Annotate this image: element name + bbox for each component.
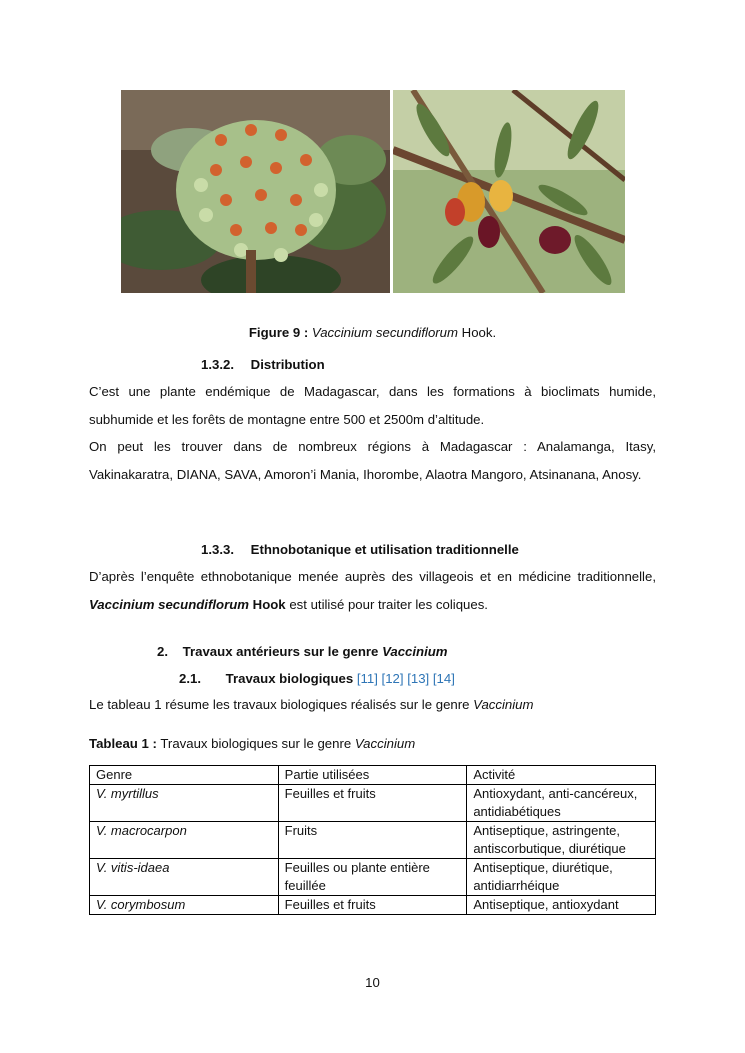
- table-intro: [89, 691, 656, 719]
- table-intro-genus: Vaccinium: [473, 697, 534, 712]
- table-caption: [89, 736, 415, 751]
- ethnobotany-text-start: D’après l’enquête ethnobotanique menée auprès des villageois et en médicine traditionnelle,: [89, 569, 656, 584]
- cell-activite: Antiseptique, astringente, antiscorbutique, diurétique: [467, 822, 656, 859]
- figure-species: Vaccinium secundiflorum: [311, 325, 458, 340]
- figure-caption: [0, 325, 745, 340]
- page-number: 10: [365, 975, 380, 990]
- header-genre: Genre: [90, 766, 279, 785]
- activity-table: [89, 765, 656, 915]
- heading-number: 1.3.2.: [201, 357, 234, 372]
- header-partie: Partie utilisées: [278, 766, 467, 785]
- table-row: [90, 785, 656, 822]
- distribution-text: [89, 378, 656, 488]
- heading-number: 1.3.3.: [201, 542, 234, 557]
- heading-1-3-3: [201, 542, 519, 557]
- figure-author: Hook.: [461, 325, 497, 340]
- header-activite: Activité: [467, 766, 656, 785]
- species-name: Vaccinium secundiflorum: [89, 596, 249, 612]
- cell-activite: Antioxydant, anti-cancéreux, antidiabétiques: [467, 785, 656, 822]
- heading-title: Distribution: [250, 357, 325, 372]
- heading-number: 2.: [157, 644, 168, 659]
- distribution-paragraph-2: On peut les trouver dans de nombreux régions à Madagascar : Analamanga, Itasy, Vakinakaratra, DIANA, SAVA, Amoron’i Mania, Ihorombe, Alaotra Mangoro, Atsinanana, Anosy.: [89, 439, 656, 482]
- figure-photos: [121, 90, 625, 293]
- cell-partie: Feuilles et fruits: [278, 785, 467, 822]
- heading-title: Travaux antérieurs sur le genre: [182, 644, 379, 659]
- cell-activite: Antiseptique, antioxydant: [467, 896, 656, 915]
- ethnobotany-text-end: est utilisé pour traiter les coliques.: [289, 596, 488, 612]
- table-row: [90, 822, 656, 859]
- distribution-paragraph-1: C’est une plante endémique de Madagascar, dans les formations à bioclimats humide, subhumide et les forêts de montagne entre 500 et 2500m d’altitude.: [89, 384, 656, 427]
- cell-genre: V. corymbosum: [96, 897, 186, 912]
- table-header-row: [90, 766, 656, 785]
- table-row: [90, 859, 656, 896]
- table-caption-text: Travaux biologiques sur le genre: [160, 736, 352, 751]
- flower-photo: [121, 90, 390, 293]
- heading-genus: Vaccinium: [382, 644, 448, 659]
- heading-number: 2.1.: [179, 671, 201, 686]
- figure-label: Figure 9 :: [248, 325, 309, 340]
- heading-title: Ethnobotanique et utilisation traditionnelle: [250, 542, 519, 557]
- ethnobotany-text: [89, 563, 656, 618]
- table-caption-genus: Vaccinium: [354, 736, 416, 751]
- cell-genre: V. vitis-idaea: [96, 860, 170, 875]
- hook-author: Hook: [252, 596, 286, 612]
- heading-1-3-2: [201, 357, 325, 372]
- reference-links[interactable]: [11] [12] [13] [14]: [356, 671, 455, 686]
- table-caption-label: Tableau 1 :: [89, 736, 157, 751]
- cell-partie: Fruits: [278, 822, 467, 859]
- cell-partie: Feuilles ou plante entière feuillée: [278, 859, 467, 896]
- cell-activite: Antiseptique, diurétique, antidiarrhéique: [467, 859, 656, 896]
- heading-2-1: [179, 671, 455, 686]
- table-row: [90, 896, 656, 915]
- cell-partie: Feuilles et fruits: [278, 896, 467, 915]
- table-intro-text: Le tableau 1 résume les travaux biologiques réalisés sur le genre: [89, 697, 470, 712]
- cell-genre: V. macrocarpon: [96, 823, 187, 838]
- fruit-photo: [393, 90, 625, 293]
- heading-title: Travaux biologiques: [225, 671, 354, 686]
- heading-2: [157, 644, 448, 659]
- cell-genre: V. myrtillus: [96, 786, 159, 801]
